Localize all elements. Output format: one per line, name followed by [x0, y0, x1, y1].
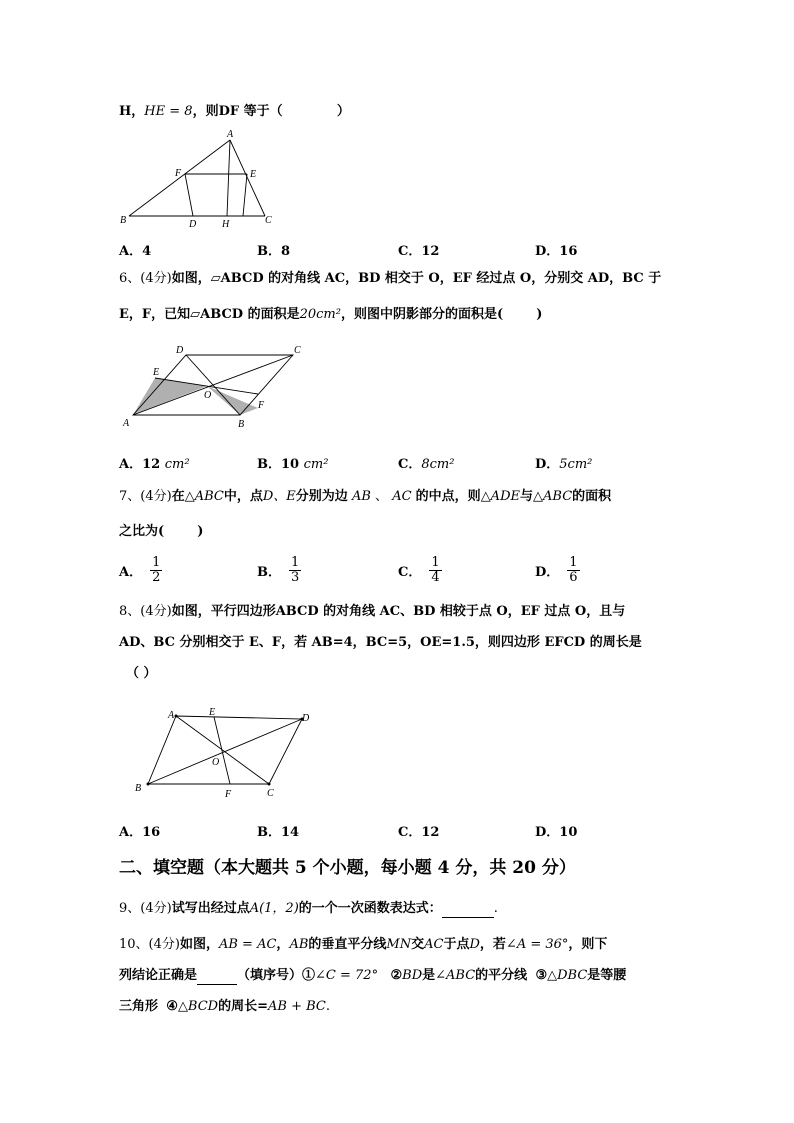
q5-option-c[interactable]: C．12 — [398, 244, 440, 259]
q5-option-b[interactable]: B．8 — [257, 244, 291, 259]
label-E: E — [250, 169, 257, 180]
label-O: O — [204, 390, 212, 401]
label-B: B — [120, 215, 127, 226]
label-B: B — [135, 783, 142, 794]
label-D: D — [176, 345, 184, 356]
label-O: O — [212, 757, 220, 768]
label-D: D — [189, 219, 197, 230]
q5-stem: H，HE = 8，则DF 等于（ ） — [119, 104, 350, 119]
q6-option-c[interactable]: C．8cm² — [398, 457, 455, 472]
q6-option-d[interactable]: D．5cm² — [535, 457, 593, 472]
q7-option-c[interactable]: C． $\frac{1}{4}$ — [398, 555, 440, 585]
label-F: F — [258, 400, 265, 411]
q6-stem-line1: 6、(4分)如图，▱ABCD 的对角线 AC，BD 相交于 O，EF 经过点 O，分别交 AD，BC 于 — [119, 271, 662, 286]
q8-option-b[interactable]: B．14 — [257, 825, 300, 840]
label-E: E — [209, 707, 216, 718]
q9-point: A(1，2) — [249, 901, 299, 916]
q7-stem-line2: 之比为( ) — [119, 524, 204, 539]
label-F: F — [225, 789, 232, 800]
label-C: C — [294, 345, 301, 356]
label-A: A — [123, 418, 130, 429]
section-2-heading: 二、填空题（本大题共 5 个小题，每小题 4 分，共 20 分） — [119, 858, 576, 878]
q10-stem-line1: 10、(4分)如图，AB = AC，AB的垂直平分线MN交AC于点D，若∠A = 36°，则下 — [119, 937, 608, 952]
q8-option-a[interactable]: A．16 — [119, 825, 161, 840]
q7-stem-line1: 7、(4分)在△ABC中，点D、E分别为边 AB 、 AC 的中点，则△ADE与△ABC的面积 — [119, 489, 612, 504]
q5-option-a[interactable]: A．4 — [119, 244, 152, 259]
q8-parallelogram-figure — [132, 706, 332, 801]
q6-option-a[interactable]: A．12 cm² — [119, 457, 190, 472]
q8-stem-line2: AD、BC 分别相交于 E、F，若 AB=4，BC=5，OE=1.5，则四边形 EFCD 的周长是 — [119, 635, 642, 650]
q7-option-b[interactable]: B． $\frac{1}{3}$ — [257, 555, 300, 585]
label-H: H — [222, 219, 230, 230]
q6-stem-line2: E，F，已知▱ABCD 的面积是20cm²，则图中阴影部分的面积是( ) — [119, 307, 543, 322]
q5-triangle-figure — [115, 128, 285, 233]
q6-area: 20cm² — [299, 307, 341, 322]
q6-option-b[interactable]: B．10 cm² — [257, 457, 329, 472]
label-A: A — [227, 129, 234, 140]
q5-option-d[interactable]: D．16 — [535, 244, 578, 259]
label-F: F — [175, 168, 182, 179]
q8-stem-line3: （ ） — [126, 666, 157, 681]
q9-answer-blank[interactable] — [442, 905, 494, 918]
label-C: C — [267, 788, 274, 799]
q7-option-a[interactable]: A． $\frac{1}{2}$ — [119, 555, 161, 585]
q8-stem-line1: 8、(4分)如图，平行四边形ABCD 的对角线 AC、BD 相较于点 O，EF 过点 O，且与 — [119, 604, 626, 619]
label-E: E — [153, 367, 160, 378]
label-D: D — [302, 713, 310, 724]
q9-stem: 9、(4分)试写出经过点A(1，2)的一个一次函数表达式： . — [119, 901, 498, 916]
q10-answer-blank[interactable] — [197, 972, 237, 985]
q7-option-d[interactable]: D． $\frac{1}{6}$ — [535, 555, 578, 585]
label-B: B — [238, 419, 245, 430]
q10-stem-line2: 列结论正确是 （填序号）①∠C = 72° ②BD是∠ABC的平分线 ③△DBC是等腰 — [119, 968, 627, 983]
q6-parallelogram-figure — [118, 342, 318, 432]
label-A: A — [168, 710, 175, 721]
q5-expr: HE = 8 — [144, 104, 193, 119]
q8-option-c[interactable]: C．12 — [398, 825, 440, 840]
label-C: C — [265, 215, 272, 226]
q8-option-d[interactable]: D．10 — [535, 825, 578, 840]
q10-stem-line3: 三角形 ④△BCD的周长=AB + BC. — [119, 999, 330, 1014]
